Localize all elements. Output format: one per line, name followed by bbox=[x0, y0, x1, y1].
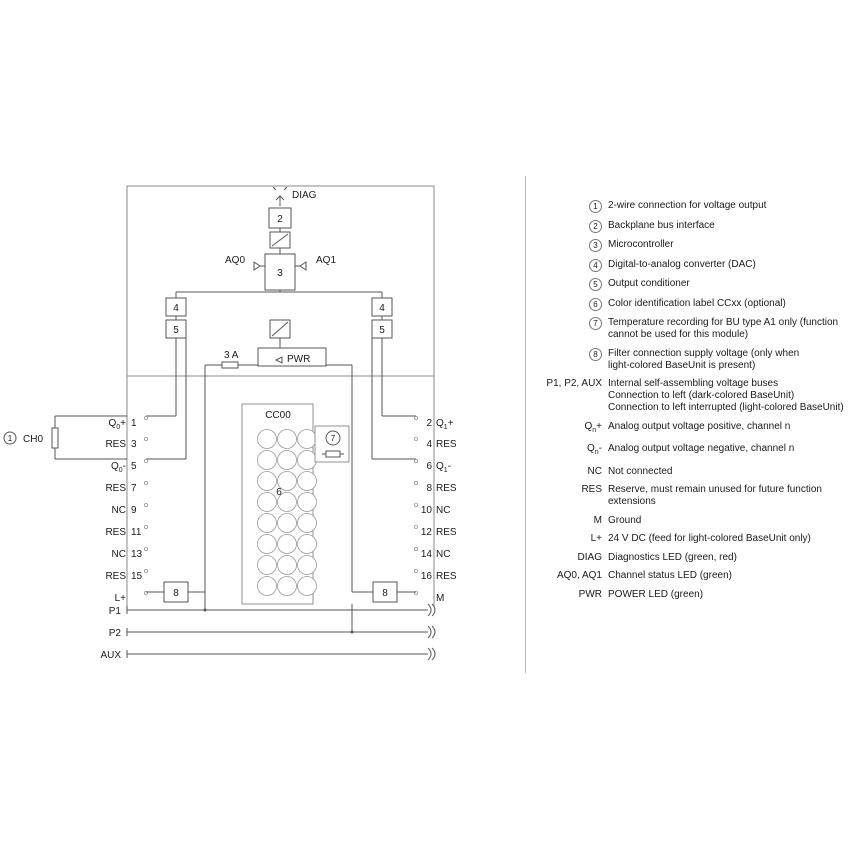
block-8-right-number: 8 bbox=[382, 588, 388, 599]
left-terminal-5 bbox=[111, 459, 148, 474]
cc-terminal-icon bbox=[258, 535, 277, 554]
terminal-point-icon bbox=[144, 459, 147, 462]
terminal-number: 13 bbox=[131, 549, 143, 560]
legend-row bbox=[530, 378, 848, 414]
terminal-number: 9 bbox=[131, 505, 137, 516]
terminal-number: 16 bbox=[420, 571, 432, 582]
terminal-label: RES bbox=[105, 527, 126, 538]
aq1-led-icon bbox=[295, 262, 306, 270]
terminal-number: 15 bbox=[131, 571, 143, 582]
legend-row bbox=[530, 515, 848, 527]
diag-label: DIAG bbox=[292, 190, 317, 201]
legend-description: Reserve, must remain unused for future function extensions bbox=[608, 484, 822, 507]
block-8-left-number: 8 bbox=[173, 588, 179, 599]
legend-description: Channel status LED (green) bbox=[608, 570, 732, 581]
legend-description: Internal self-assembling voltage buses Connection to left (dark-colored BaseUnit) Connection to left interrupted (light-colored BaseUnit) bbox=[608, 378, 844, 413]
terminal-label: RES bbox=[105, 439, 126, 450]
cc-terminal-icon bbox=[278, 556, 297, 575]
legend-callout-icon: 8 bbox=[589, 348, 602, 361]
terminal-number: 8 bbox=[426, 483, 432, 494]
terminal-number: 6 bbox=[426, 461, 432, 472]
terminal-label: M bbox=[436, 593, 445, 604]
legend-row bbox=[530, 484, 848, 508]
callout-6-number: 6 bbox=[276, 487, 282, 498]
cc-terminal-icon bbox=[258, 577, 277, 596]
cc-terminal-icon bbox=[298, 577, 317, 596]
cc-terminal-icon bbox=[258, 493, 277, 512]
terminal-number: 11 bbox=[131, 527, 142, 538]
bus-label: AUX bbox=[100, 650, 121, 661]
terminal-number: 10 bbox=[420, 505, 432, 516]
right-terminal-16 bbox=[414, 569, 456, 582]
right-terminal-6 bbox=[414, 459, 451, 474]
bus-label: P2 bbox=[108, 628, 121, 639]
terminal-point-icon bbox=[414, 503, 417, 506]
terminal-label: NC bbox=[436, 505, 451, 516]
legend-description: Ground bbox=[608, 514, 642, 526]
legend-row bbox=[530, 348, 848, 372]
legend-row bbox=[530, 239, 848, 252]
terminal-label: NC bbox=[436, 549, 451, 560]
legend-row bbox=[530, 466, 848, 478]
aq0-led-icon bbox=[254, 262, 265, 270]
terminal-number: 1 bbox=[131, 418, 137, 429]
legend-description: Color identification label CCxx (optional) bbox=[608, 297, 786, 309]
legend-row bbox=[530, 552, 848, 564]
terminal-number: 4 bbox=[426, 439, 432, 450]
cc-terminal-icon bbox=[298, 556, 317, 575]
legend-key: AQ0, AQ1 bbox=[556, 570, 602, 581]
ch0-label: CH0 bbox=[23, 434, 44, 445]
terminal-point-icon bbox=[144, 525, 147, 528]
terminal-label: $Q_0+$ bbox=[108, 418, 126, 431]
cc-terminal-icon bbox=[278, 451, 297, 470]
terminal-point-icon bbox=[144, 547, 147, 550]
callout-1-number: 1 bbox=[7, 434, 13, 443]
terminal-label: RES bbox=[105, 483, 126, 494]
block-4-left-number: 4 bbox=[173, 303, 179, 314]
terminal-label: $Q_0-$ bbox=[110, 461, 126, 474]
terminal-point-icon bbox=[144, 481, 147, 484]
cc-terminal-icon bbox=[278, 577, 297, 596]
legend-description: Backplane bus interface bbox=[608, 219, 715, 231]
legend-key bbox=[530, 200, 608, 213]
legend-key bbox=[530, 239, 608, 252]
legend-description: Output conditioner bbox=[608, 278, 690, 289]
terminal-number: 3 bbox=[131, 439, 137, 450]
legend-key: DIAG bbox=[577, 551, 602, 563]
legend-row bbox=[530, 259, 848, 272]
terminal-point-icon bbox=[144, 437, 147, 440]
terminal-number: 5 bbox=[131, 461, 137, 472]
left-terminal-13 bbox=[112, 547, 148, 560]
fuse-icon bbox=[222, 362, 238, 368]
legend-description: Temperature recording for BU type A1 only (function cannot be used for this module) bbox=[608, 317, 839, 340]
terminal-number: 7 bbox=[131, 483, 137, 494]
legend-row bbox=[530, 533, 848, 545]
legend-description: Analog output voltage negative, channel n bbox=[608, 443, 795, 454]
aq1-label: AQ1 bbox=[316, 255, 337, 266]
terminal-point-icon bbox=[414, 459, 417, 462]
terminal-point-icon bbox=[144, 569, 147, 572]
legend-key bbox=[530, 220, 608, 233]
bus-aux bbox=[100, 648, 435, 661]
terminal-label: $Q_1-$ bbox=[436, 461, 452, 474]
legend-callout-icon: 4 bbox=[589, 259, 602, 272]
legend-row bbox=[530, 220, 848, 233]
block-5-left-number: 5 bbox=[173, 325, 179, 336]
right-terminal-strip bbox=[414, 416, 456, 604]
right-terminal-14 bbox=[414, 547, 450, 560]
cc-terminal-icon bbox=[298, 472, 317, 491]
legend-callout-icon: 7 bbox=[589, 317, 602, 330]
legend-key: M bbox=[593, 514, 602, 526]
terminal-label: RES bbox=[436, 527, 457, 538]
legend-callout-icon: 2 bbox=[589, 220, 602, 233]
legend-key: RES bbox=[581, 484, 602, 495]
diag-led-icon bbox=[273, 187, 287, 206]
bus-p2 bbox=[109, 626, 435, 639]
legend-row bbox=[530, 421, 848, 437]
legend-description: Diagnostics LED (green, red) bbox=[608, 551, 737, 563]
legend-key: P1, P2, AUX bbox=[546, 378, 602, 389]
legend-row bbox=[530, 443, 848, 459]
cc-terminal-icon bbox=[258, 514, 277, 533]
legend-description: Filter connection supply voltage (only when light-colored BaseUnit is present) bbox=[608, 347, 800, 371]
legend-row bbox=[530, 278, 848, 291]
left-terminal-1 bbox=[108, 416, 147, 431]
legend-row bbox=[530, 200, 848, 213]
legend-callout-icon: 1 bbox=[589, 200, 602, 213]
terminal-point-icon bbox=[414, 525, 417, 528]
aq0-label: AQ0 bbox=[225, 255, 246, 266]
legend-description: POWER LED (green) bbox=[608, 588, 704, 600]
voltage-buses bbox=[100, 604, 435, 661]
legend-key bbox=[530, 278, 608, 291]
terminal-label: NC bbox=[111, 549, 126, 560]
terminal-label: RES bbox=[436, 571, 457, 582]
terminal-number: 12 bbox=[420, 527, 432, 538]
terminal-label: L+ bbox=[114, 593, 126, 604]
panel-divider bbox=[525, 176, 526, 673]
legend-row bbox=[530, 570, 848, 582]
legend-key bbox=[530, 348, 608, 361]
pwr-label: PWR bbox=[287, 354, 311, 365]
fuse-label: 3 A bbox=[224, 350, 239, 361]
legend-key: $Q_n-$ bbox=[586, 443, 602, 456]
cc-terminal-icon bbox=[278, 535, 297, 554]
cc-terminal-icon bbox=[298, 535, 317, 554]
terminal-point-icon bbox=[414, 569, 417, 572]
terminal-point-icon bbox=[414, 416, 417, 419]
terminal-number: 14 bbox=[420, 549, 432, 560]
terminal-point-icon bbox=[414, 481, 417, 484]
legend-key bbox=[530, 317, 608, 330]
terminal-label: RES bbox=[436, 439, 457, 450]
legend-description: Microcontroller bbox=[608, 239, 674, 250]
legend-callout-icon: 3 bbox=[589, 239, 602, 252]
block-2-number: 2 bbox=[277, 214, 283, 225]
cc-terminal-icon bbox=[258, 472, 277, 491]
legend-key bbox=[530, 259, 608, 272]
legend-description: 24 V DC (feed for light-colored BaseUnit only) bbox=[608, 533, 811, 544]
cc-terminal-icon bbox=[258, 451, 277, 470]
terminal-point-icon bbox=[414, 547, 417, 550]
callout-7-number: 7 bbox=[330, 434, 336, 443]
cc-terminal-icon bbox=[298, 430, 317, 449]
legend-description: Digital-to-analog converter (DAC) bbox=[608, 258, 756, 270]
load-resistor-icon bbox=[52, 428, 58, 448]
legend-key: L+ bbox=[590, 533, 602, 544]
cc-terminal-icon bbox=[258, 556, 277, 575]
cc-terminal-icon bbox=[298, 514, 317, 533]
block-4-right-number: 4 bbox=[379, 303, 385, 314]
legend-row bbox=[530, 317, 848, 341]
cc-terminal-icon bbox=[298, 493, 317, 512]
legend-callout-icon: 6 bbox=[589, 298, 602, 311]
terminal-label: NC bbox=[111, 505, 126, 516]
cc-label: CC00 bbox=[265, 410, 291, 421]
bus-label: P1 bbox=[108, 606, 121, 617]
cc-terminal-icon bbox=[258, 430, 277, 449]
legend-key: $Q_n+$ bbox=[584, 420, 602, 434]
cc-terminal-icon bbox=[278, 514, 297, 533]
terminal-point-icon bbox=[414, 437, 417, 440]
right-terminal-4 bbox=[414, 437, 456, 450]
legend-key bbox=[530, 298, 608, 311]
left-terminal-l+ bbox=[115, 591, 148, 604]
legend-callout-icon: 5 bbox=[589, 278, 602, 291]
block-3-number: 3 bbox=[277, 268, 283, 279]
right-terminal-10 bbox=[414, 503, 450, 516]
right-terminal-8 bbox=[414, 481, 456, 494]
cc-terminal-icon bbox=[278, 430, 297, 449]
terminal-label: RES bbox=[105, 571, 126, 582]
terminal-point-icon bbox=[144, 416, 147, 419]
legend-key: PWR bbox=[578, 588, 602, 600]
terminal-label: RES bbox=[436, 483, 457, 494]
legend-row bbox=[530, 298, 848, 311]
left-terminal-9 bbox=[112, 503, 148, 516]
legend-key: NC bbox=[587, 465, 602, 477]
legend-description: 2-wire connection for voltage output bbox=[608, 200, 767, 211]
legend-description: Not connected bbox=[608, 465, 673, 477]
terminal-number: 2 bbox=[426, 418, 432, 429]
cc-terminal-icon bbox=[298, 451, 317, 470]
block-5-right-number: 5 bbox=[379, 325, 385, 336]
legend bbox=[530, 200, 848, 607]
terminal-point-icon bbox=[144, 503, 147, 506]
right-terminal-m bbox=[414, 591, 444, 604]
legend-description: Analog output voltage positive, channel n bbox=[608, 420, 791, 432]
legend-row bbox=[530, 589, 848, 601]
bus-p1 bbox=[109, 604, 435, 617]
right-terminal-12 bbox=[414, 525, 456, 538]
terminal-label: $Q_1+$ bbox=[436, 418, 454, 431]
